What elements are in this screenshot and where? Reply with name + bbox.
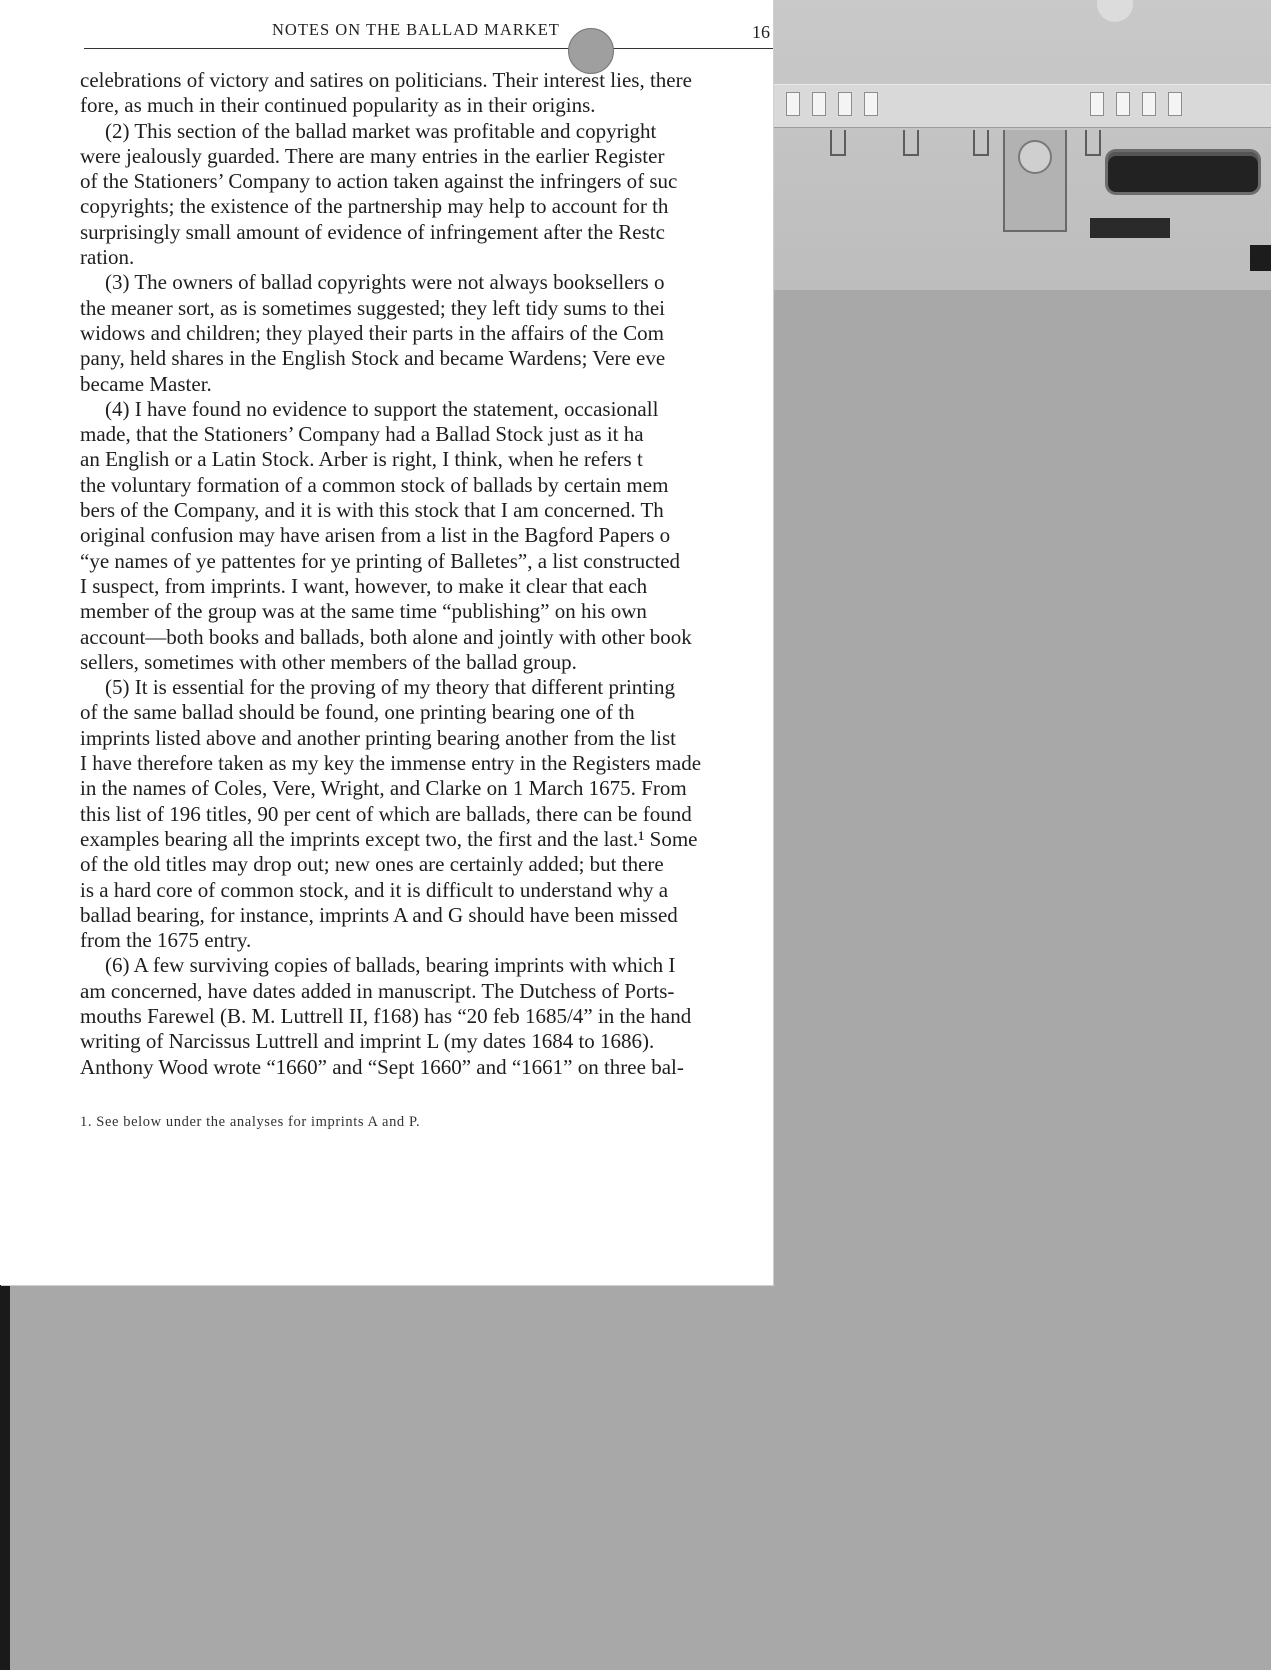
- scanner-slot: [1116, 92, 1130, 116]
- scanner-slot: [1090, 92, 1104, 116]
- text-line: became Master.: [80, 371, 212, 396]
- page-header: [84, 18, 773, 49]
- text-line: member of the group was at the same time “publishing” on his own: [80, 599, 647, 624]
- scanner-slot: [1168, 92, 1182, 116]
- text-line: surprisingly small amount of evidence of infringement after the Restc: [80, 219, 665, 244]
- text-line: (5) It is essential for the proving of my theory that different printing: [105, 675, 675, 700]
- text-line: sellers, sometimes with other members of the ballad group.: [80, 649, 577, 674]
- text-line: were jealously guarded. There are many entries in the earlier Register: [80, 143, 665, 168]
- text-line: ration.: [80, 245, 135, 270]
- text-line: pany, held shares in the English Stock and became Wardens; Vere eve: [80, 346, 666, 371]
- text-line: original confusion may have arisen from a list in the Bagford Papers o: [80, 523, 671, 548]
- text-line: account—both books and ballads, both alone and jointly with other book: [80, 624, 692, 649]
- text-line: bers of the Company, and it is with this stock that I am concerned. Th: [80, 498, 664, 523]
- scanner-tab: [830, 130, 846, 156]
- text-line: am concerned, have dates added in manuscript. The Dutchess of Ports-: [80, 978, 675, 1003]
- text-line: the meaner sort, as is sometimes suggested; they left tidy sums to thei: [80, 295, 665, 320]
- text-line: imprints listed above and another printing bearing another from the list: [80, 725, 677, 750]
- scanned-page: [0, 0, 773, 1285]
- footnote: 1. See below under the analyses for imprints A and P.: [80, 1114, 421, 1130]
- scanner-roller: [1108, 152, 1258, 192]
- text-line: Anthony Wood wrote “1660” and “Sept 1660” and “1661” on three bal-: [80, 1054, 684, 1079]
- text-line: an English or a Latin Stock. Arber is right, I think, when he refers t: [80, 447, 643, 472]
- page-number: 16: [752, 22, 770, 42]
- text-line: fore, as much in their continued popularity as in their origins.: [80, 93, 596, 118]
- scanner-block: [1090, 218, 1170, 238]
- text-line: of the old titles may drop out; new ones are certainly added; but there: [80, 852, 664, 877]
- text-line: is a hard core of common stock, and it is difficult to understand why a: [80, 877, 669, 902]
- text-line: mouths Farewel (B. M. Luttrell II, f168) has “20 feb 1685/4” in the hand: [80, 1003, 692, 1028]
- text-line: I have therefore taken as my key the immense entry in the Registers made: [80, 751, 702, 776]
- running-head: NOTES ON THE BALLAD MARKET: [272, 20, 560, 39]
- text-line: “ye names of ye pattentes for ye printing of Balletes”, a list constructed: [80, 548, 681, 573]
- text-line: writing of Narcissus Luttrell and imprint L (my dates 1684 to 1686).: [80, 1029, 655, 1054]
- text-line: made, that the Stationers’ Company had a Ballad Stock just as it ha: [80, 422, 644, 447]
- text-line: celebrations of victory and satires on politicians. Their interest lies, there: [80, 68, 692, 92]
- text-line: (4) I have found no evidence to support the statement, occasionall: [105, 396, 659, 421]
- text-line: widows and children; they played their parts in the affairs of the Com: [80, 320, 664, 345]
- scanner-slot: [864, 92, 878, 116]
- latch-circle: [1018, 140, 1052, 174]
- text-line: (6) A few surviving copies of ballads, bearing imprints with which I: [105, 953, 676, 978]
- text-line: from the 1675 entry.: [80, 928, 252, 953]
- scanner-side-block: [1250, 245, 1271, 271]
- scanner-tab: [903, 130, 919, 156]
- text-line: (2) This section of the ballad market was profitable and copyright: [105, 118, 657, 143]
- text-line: ballad bearing, for instance, imprints A and G should have been missed: [80, 902, 678, 927]
- text-line: of the same ballad should be found, one printing bearing one of th: [80, 700, 635, 725]
- text-line: examples bearing all the imprints except two, the first and the last.¹ Some: [80, 826, 698, 851]
- scanner-slot: [1142, 92, 1156, 116]
- text-line: I suspect, from imprints. I want, however, to make it clear that each: [80, 573, 648, 598]
- scanner-tab: [973, 130, 989, 156]
- bed-edge-shadow: [0, 1285, 10, 1670]
- text-line: of the Stationers’ Company to action taken against the infringers of suc: [80, 169, 678, 194]
- text-line: copyrights; the existence of the partnership may help to account for th: [80, 194, 669, 219]
- text-line: this list of 196 titles, 90 per cent of which are ballads, there can be found: [80, 801, 692, 826]
- text-line: in the names of Coles, Vere, Wright, and Clarke on 1 March 1675. From: [80, 776, 687, 801]
- scanner-slot: [786, 92, 800, 116]
- body-text: [80, 68, 773, 1080]
- scanner-slot: [812, 92, 826, 116]
- scanner-tab: [1085, 130, 1101, 156]
- scanner-slot: [838, 92, 852, 116]
- text-line: (3) The owners of ballad copyrights were not always booksellers o: [105, 270, 665, 295]
- text-line: the voluntary formation of a common stock of ballads by certain mem: [80, 472, 669, 497]
